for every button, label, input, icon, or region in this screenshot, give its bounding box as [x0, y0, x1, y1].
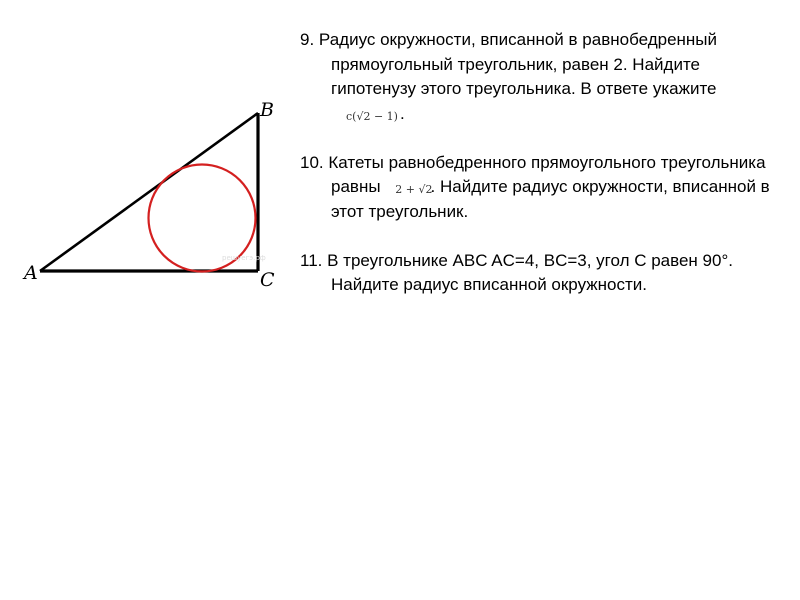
problem-list: [300, 28, 780, 322]
problem-number: 9.: [300, 30, 315, 49]
side-ab: [40, 113, 258, 271]
problem-text: Радиус окружности, вписанной в равнобедренный прямоугольный треугольник, равен 2. Найдите гипотенузу этого треугольника. В ответе укажите: [318, 30, 718, 98]
formula-image: 2 + √2: [395, 183, 433, 196]
formula-image: c(√2 − 1): [346, 109, 398, 123]
vertex-label-a: A: [24, 262, 38, 284]
watermark: решуегэ.рф: [222, 254, 266, 262]
problem-text: Катеты равнобедренного прямоугольного треугольника равны: [328, 152, 766, 196]
problem-11: [300, 249, 780, 298]
problem-text-after: .: [399, 103, 405, 123]
problem-number: 11.: [300, 250, 323, 270]
problem-9: [300, 28, 780, 126]
problem-text-after: . Найдите радиус окружности, вписанной в этот треугольник.: [331, 177, 770, 221]
problem-text: В треугольнике ABC AC=4, BC=3, угол C равен 90°. Найдите радиус вписанной окружности.: [327, 250, 733, 294]
triangle-figure: [0, 0, 300, 300]
triangle: [40, 113, 258, 271]
problem-10: [300, 151, 780, 225]
vertex-label-b: B: [260, 99, 274, 121]
problem-number: 10.: [300, 152, 324, 172]
vertex-label-c: C: [260, 269, 275, 291]
